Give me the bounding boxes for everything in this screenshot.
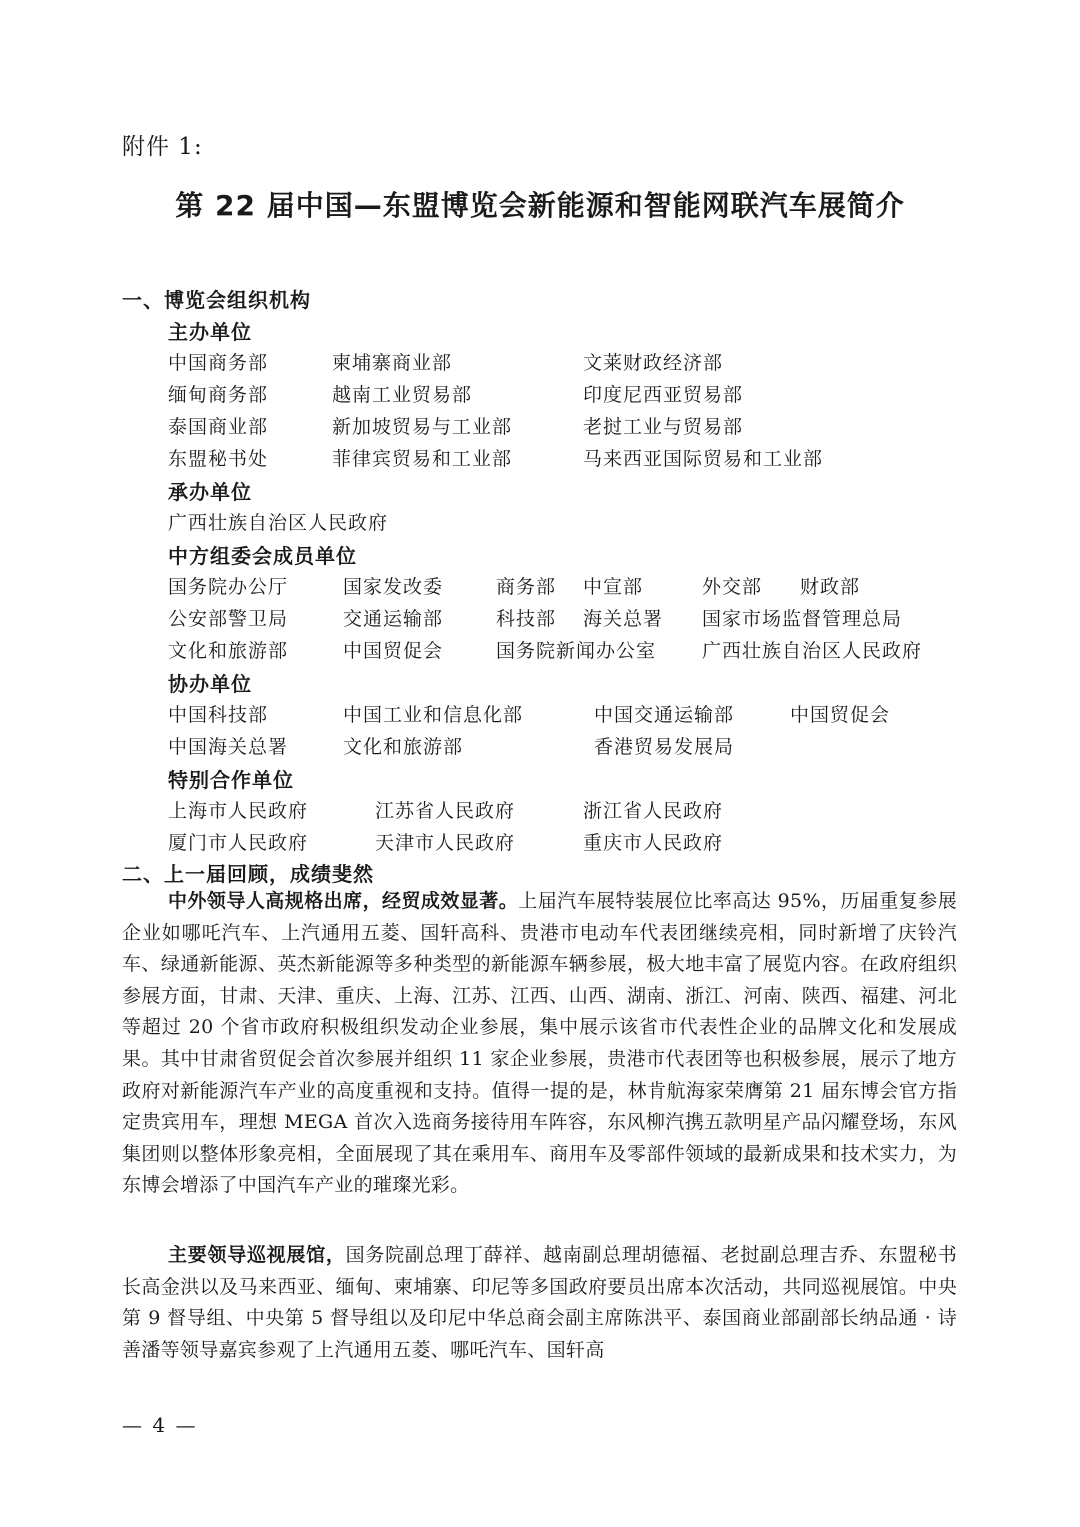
co-organizer-row: [0, 732, 1080, 762]
paragraph-leaders-tour: [122, 1240, 957, 1366]
special-partner-unit: 上海市人民政府: [168, 800, 309, 822]
committee-unit: 海关总署: [583, 608, 664, 630]
page-number: — 4 —: [122, 1413, 198, 1437]
host-row: [0, 444, 1080, 474]
committee-unit: 国家发改委: [343, 576, 444, 598]
special-partner-unit: 天津市人民政府: [375, 832, 516, 854]
host-unit: 老挝工业与贸易部: [583, 416, 744, 438]
subheading-co-organizer: 协办单位: [168, 672, 252, 696]
paragraph-body: 国务院副总理丁薛祥、越南副总理胡德福、老挝副总理吉乔、东盟秘书长高金洪以及马来西亚、缅甸、柬埔寨、印尼等多国政府要员出席本次活动，共同巡视展馆。中央第 9 督导组、中央第 5 督导组以及印尼中华总商会副主席陈洪平、泰国商业部副部长纳品通 · 诗善潘等领导嘉宾参观了上汽通用五菱、哪吒汽车、国轩高: [122, 1244, 957, 1361]
committee-row: [0, 636, 1080, 666]
host-unit: 印度尼西亚贸易部: [583, 384, 744, 406]
organizer-unit: 广西壮族自治区人民政府: [168, 512, 389, 534]
committee-unit: 国务院办公厅: [168, 576, 289, 598]
committee-unit: 交通运输部: [343, 608, 444, 630]
host-row: [0, 380, 1080, 410]
co-organizer-unit: 中国科技部: [168, 704, 269, 726]
co-organizer-unit: 中国交通运输部: [594, 704, 735, 726]
co-organizer-unit: 中国海关总署: [168, 736, 289, 758]
special-partner-row: [0, 828, 1080, 858]
host-row: [0, 348, 1080, 378]
co-organizer-unit: 香港贸易发展局: [594, 736, 735, 758]
special-partner-unit: 浙江省人民政府: [583, 800, 724, 822]
committee-unit: 国务院新闻办公室: [496, 640, 657, 662]
host-unit: 文莱财政经济部: [583, 352, 724, 374]
committee-unit: 中国贸促会: [343, 640, 444, 662]
committee-row: [0, 604, 1080, 634]
host-unit: 菲律宾贸易和工业部: [332, 448, 513, 470]
host-row: [0, 412, 1080, 442]
section-heading-organization: 一、博览会组织机构: [122, 288, 311, 312]
committee-unit: 商务部: [496, 576, 557, 598]
special-partner-unit: 江苏省人民政府: [375, 800, 516, 822]
attachment-label: 附件 1:: [122, 134, 203, 160]
committee-unit: 财政部: [800, 576, 861, 598]
host-unit: 中国商务部: [168, 352, 269, 374]
host-unit: 柬埔寨商业部: [332, 352, 453, 374]
co-organizer-unit: 中国工业和信息化部: [343, 704, 524, 726]
host-unit: 马来西亚国际贸易和工业部: [583, 448, 824, 470]
committee-unit: 公安部警卫局: [168, 608, 289, 630]
committee-unit: 科技部: [496, 608, 557, 630]
subheading-host: 主办单位: [168, 320, 252, 344]
committee-unit: 国家市场监督管理总局: [702, 608, 903, 630]
section-heading-review: 二、上一届回顾，成绩斐然: [122, 862, 374, 886]
co-organizer-unit: 文化和旅游部: [343, 736, 464, 758]
paragraph-achievements: [122, 886, 957, 1202]
paragraph-lead: 主要领导巡视展馆，: [168, 1244, 346, 1266]
organizer-row: [0, 508, 1080, 538]
co-organizer-unit: 中国贸促会: [790, 704, 891, 726]
host-unit: 东盟秘书处: [168, 448, 269, 470]
special-partner-unit: 重庆市人民政府: [583, 832, 724, 854]
committee-row: [0, 572, 1080, 602]
host-unit: 新加坡贸易与工业部: [332, 416, 513, 438]
paragraph-lead: 中外领导人高规格出席，经贸成效显著。: [168, 890, 519, 912]
subheading-committee: 中方组委会成员单位: [168, 544, 357, 568]
co-organizer-row: [0, 700, 1080, 730]
host-unit: 泰国商业部: [168, 416, 269, 438]
committee-unit: 中宣部: [583, 576, 644, 598]
special-partner-unit: 厦门市人民政府: [168, 832, 309, 854]
paragraph-body: 上届汽车展特装展位比率高达 95%，历届重复参展企业如哪吒汽车、上汽通用五菱、国轩高科、贵港市电动车代表团继续亮相，同时新增了庆铃汽车、绿通新能源、英杰新能源等多种类型的新能源车辆参展，极大地丰富了展览内容。在政府组织参展方面，甘肃、天津、重庆、上海、江苏、江西、山西、湖南、浙江、河南、陕西、福建、河北等超过 20 个省市政府积极组织发动企业参展，集中展示该省市代表性企业的品牌文化和发展成果。其中甘肃省贸促会首次参展并组织 11 家企业参展，贵港市代表团等也积极参展，展示了地方政府对新能源汽车产业的高度重视和支持。值得一提的是，林肯航海家荣膺第 21 届东博会官方指定贵宾用车，理想 MEGA 首次入选商务接待用车阵容，东风柳汽携五款明星产品闪耀登场，东风集团则以整体形象亮相，全面展现了其在乘用车、商用车及零部件领域的最新成果和技术实力，为东博会增添了中国汽车产业的璀璨光彩。: [122, 890, 957, 1197]
subheading-organizer: 承办单位: [168, 480, 252, 504]
host-unit: 缅甸商务部: [168, 384, 269, 406]
document-title: 第 22 届中国—东盟博览会新能源和智能网联汽车展简介: [175, 189, 905, 222]
committee-unit: 外交部: [702, 576, 763, 598]
host-unit: 越南工业贸易部: [332, 384, 473, 406]
special-partner-row: [0, 796, 1080, 826]
committee-unit: 文化和旅游部: [168, 640, 289, 662]
committee-unit: 广西壮族自治区人民政府: [702, 640, 923, 662]
subheading-special-partner: 特别合作单位: [168, 768, 294, 792]
